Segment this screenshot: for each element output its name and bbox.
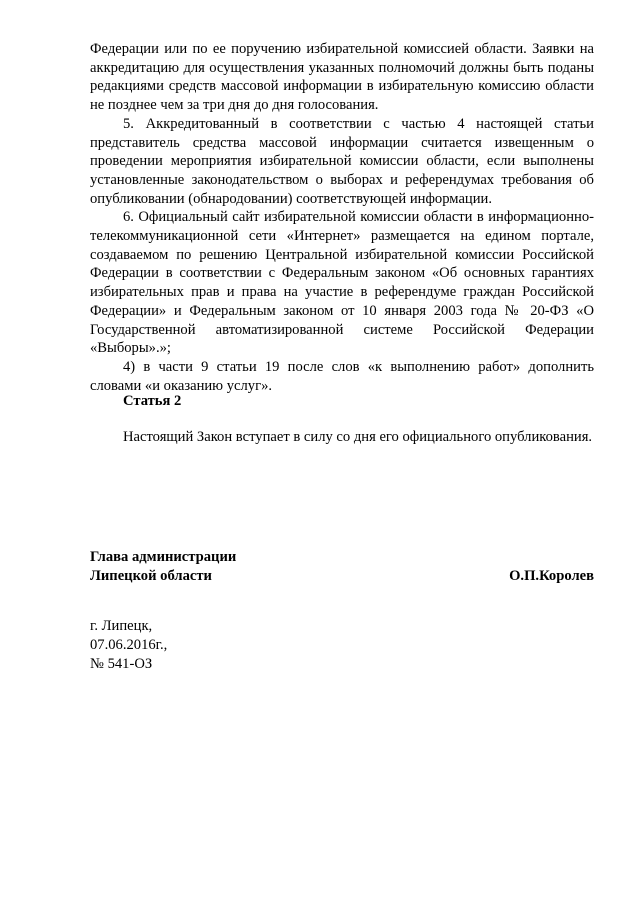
document-body <box>90 40 594 395</box>
footer-date: 07.06.2016г., <box>90 637 168 653</box>
footer-number: № 541-ОЗ <box>90 656 153 672</box>
signatory-title-line1: Глава администрации <box>90 549 237 565</box>
document-footer <box>90 617 167 674</box>
article-text: Настоящий Закон вступает в силу со дня его официального опубликования. <box>123 429 593 445</box>
signature-row <box>90 567 594 586</box>
signatory-title-line2: Липецкой области <box>90 568 212 584</box>
paragraph-item-5: 5. Аккредитованный в соответствии с частью 4 настоящей статьи представитель средства массовой информации считается извещенным о проведении мероприятия избирательной комиссии области, если выполнены установленные законодательством о выборах и референдумах требования об опубликовании (обнародовании) соответствующей информации. <box>90 115 594 207</box>
paragraph-item-4-amendment: 4) в части 9 статьи 19 после слов «к выполнению работ» дополнить словами «и оказанию услуг». <box>90 358 594 394</box>
footer-city: г. Липецк, <box>90 618 153 634</box>
signatory-name: О.П.Королев <box>509 568 594 584</box>
paragraph-continuation: Федерации или по ее поручению избирательной комиссией области. Заявки на аккредитацию для осуществления указанных полномочий должны быть поданы редакциями средств массовой информации в избирательную комиссию области не позднее чем за три дня до дня голосования. <box>90 41 594 114</box>
signature-block <box>90 548 594 586</box>
article-heading: Статья 2 <box>123 393 182 409</box>
paragraph-item-6: 6. Официальный сайт избирательной комиссии области в информационно-телекоммуникационной сети «Интернет» размещается на едином портале, создаваемом по решению Центральной избирательной комиссии Российской Федерации в соответствии с Федеральным законом «Об основных гарантиях избирательных прав и права на участие в референдуме граждан Российской Федерации» и Федеральным законом от 10 января 2003 года № 20-ФЗ «О Государственной автоматизированной системе Российской Федерации «Выборы».»; <box>90 209 594 357</box>
